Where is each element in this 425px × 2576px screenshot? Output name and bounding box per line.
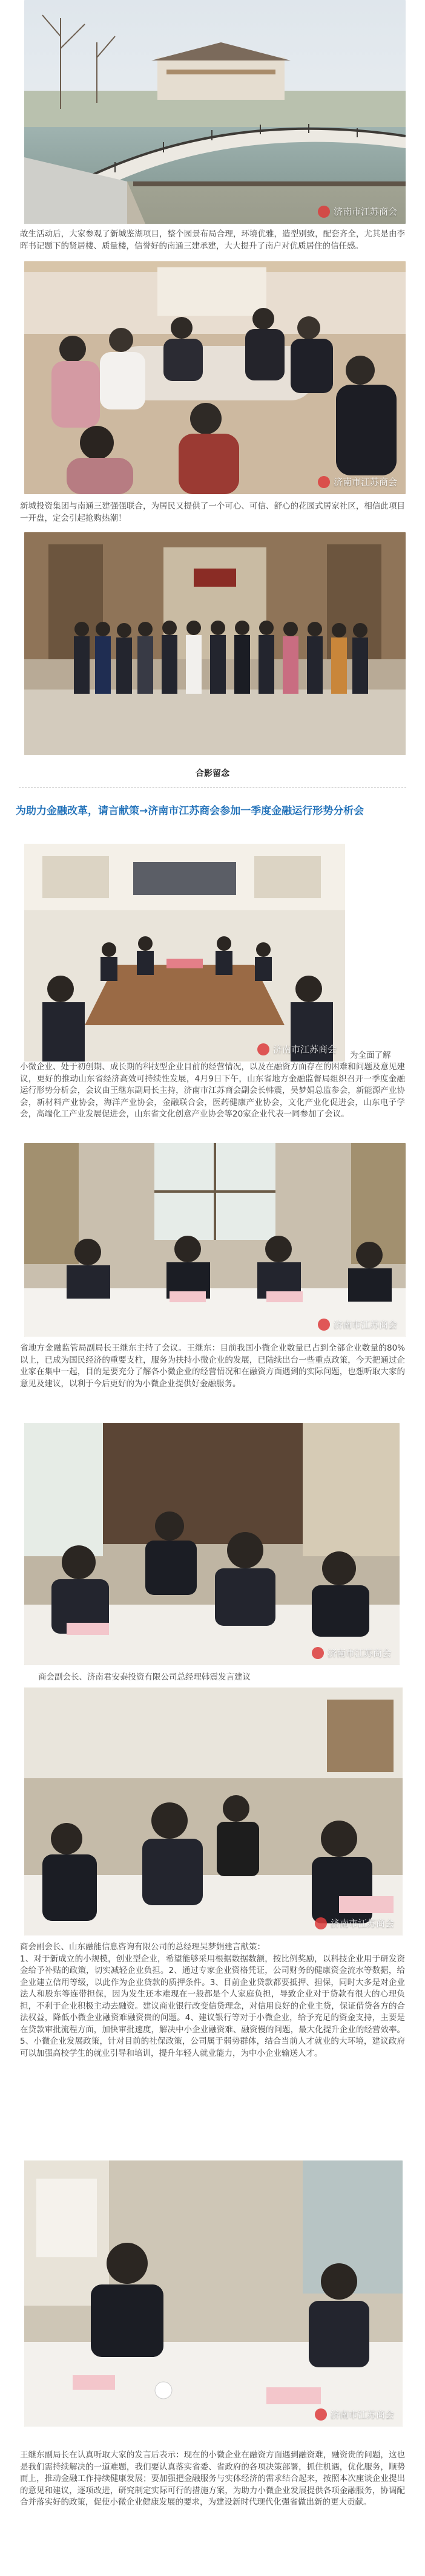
watermark <box>257 1043 337 1055</box>
conference-room-image <box>24 844 345 1061</box>
watermark <box>315 2408 394 2421</box>
paragraph-visit: 故生活动后，大家参观了新城鉴湖项目，整个园景布局合理，环境优雅，造型别致，配套齐全，尤其是由李晖书记题下的贤居楼、质量楼，信誉好的南通三建承建，大大提升了南户对优质居住的信任感。 <box>20 229 405 251</box>
watermark <box>318 475 397 488</box>
garden-bridge-photo <box>24 0 406 224</box>
section-title: 为助力金融改革，请言献策→济南市江苏商会参加一季度金融运行形势分析会 <box>16 805 364 817</box>
paragraph-project: 新城投资集团与南通三建强强联合，为居民又提供了一个可心、可信、舒心的花园式居家社区，相信此项目一开盘，定会引起抢购热潮！ <box>20 501 405 523</box>
watermark-text: 济南市江苏商会 <box>333 206 397 217</box>
lounge-meeting-photo <box>24 261 406 494</box>
watermark-text: 济南市江苏商会 <box>330 2409 394 2420</box>
watermark-text: 济南市江苏商会 <box>330 1918 394 1929</box>
conference-room-photo <box>24 844 345 1061</box>
vice-president-caption: 商会副会长、济南君安泰投资有限公司总经理韩震发言建议 <box>38 1672 251 1682</box>
chair-speaking-photo <box>24 1143 406 1337</box>
paragraph-meeting-intro: 小微企业、处于初创期、成长期的科技型企业目前的经营情况，以及在融资方面存在的困难和问题及意见建议，更好的推动山东省经济高效可持续性发展，4月9日下午，山东省地方金融监督局组织召开一季度金融运行形势分析会，会议由王继东副局长主持，济南市江苏商会副会长韩震，吴梦娟总监参会，新能源产业协会，新材料产业协会，海洋产业协会，金融联合会，医药健康产业协会，文化产业化促进会，山东电子学会，高端化工产业发展促进会，山东省文化创意产业协会等20家企业代表一同参加了会议。 <box>20 1062 405 1119</box>
wechat-logo-icon <box>315 1917 327 1929</box>
watermark-text: 济南市江苏商会 <box>272 1044 337 1055</box>
paragraph-conclusion: 王继东副局长在认真听取大家的发言后表示：现在的小微企业在融资方面遇到融资难，融资贵的问题，这也是我们需持续解决的一道难题，我们要认真落实省委、省政府的各项决策部署，抓住机遇，优化服务，顺势而上，推动金融工作持续健康发展；要加强把金融服务与实体经济的需求结合起来，按照本次座谈企业提出的意见和建议，逐项改进，研究制定实际可行的措施方案，为助力小微企业发展提供各项金融服务，协调配合并落实好的政策，促使小微企业健康发展的要求，为建设新时代现代化强省做出新的更大贡献。 <box>20 2450 405 2507</box>
closing-meeting-image <box>24 2160 403 2427</box>
speaker-image <box>24 1687 403 1935</box>
closing-meeting-photo <box>24 2160 403 2427</box>
group-photo-caption: 合影留念 <box>196 769 229 778</box>
paragraph-chair-remarks: 省地方金融监管局副局长王继东主持了会议。王继东：目前我国小微企业数量已占到全部企业数量的80%以上，已成为国民经济的重要支柱，服务为扶持小微企业的发展，已陆续出台一些重点政策，今天把通过企业家在集中一起，目的是要充分了解各小微企业的经营情况和在融资方面遇到的实际问题，也想听取大家的意见及建议，以利于今后更好的为小微企业提供好金融服务。 <box>20 1343 405 1389</box>
watermark-text: 济南市江苏商会 <box>327 1648 391 1658</box>
wechat-logo-icon <box>257 1043 269 1055</box>
watermark-text: 济南市江苏商会 <box>333 477 397 487</box>
vice-president-photo <box>24 1423 400 1665</box>
section-divider <box>19 787 406 788</box>
side-text: 为全面了解 <box>350 1051 391 1060</box>
watermark <box>318 205 397 218</box>
wechat-logo-icon <box>312 1647 324 1659</box>
wechat-logo-icon <box>315 2408 327 2421</box>
wechat-logo-icon <box>318 1319 330 1331</box>
chair-speaking-image <box>24 1143 406 1337</box>
watermark <box>312 1646 391 1659</box>
wechat-logo-icon <box>318 206 330 218</box>
watermark <box>315 1917 394 1929</box>
paragraph-suggestions: 商会副会长、山东融能信息咨询有限公司的总经理吴梦娟建言献策： 1、对于新成立的小规模，创业型企业，希望能够采用根据数据数额，按比例奖励，以科技企业用于研发资金给予补贴的政策，切实减轻企业负担。2、通过专家企业资格凭证，公司财务的健康资金流水等数据，给企业建立信用等级，以此作为企业贷款的质押条件。3、目前企业贷款都要抵押、担保，同时大多是对企业法人和股东等连带担保，因为发生还本难现在一般都是个人家庭负担，导致企业对于贷款有很大的心理负担，不利于企业积极主动去融资。建议商业银行改变信贷理念，对信用良好的企业主贷，保证借贷各方的合法权益，降低小微企业融资难融资贵的问题。4、建议银行等对于小微企业，给予充足的资金支持，主要是在贷款审批流程方面，加快审批速度，解决中小企业融资难、融资慢的问题，最大化提升企业的经营效率。5、小微企业发展政策，针对目前的社保政策，公司属于弱势群体，结合当前人才就业的大环境，建议政府可以加强高校学生的就业引导和培训，提升年轻人就业能力，为中小企业输送人才。 <box>20 1942 405 2058</box>
group-photo <box>24 532 406 755</box>
group-photo-image <box>24 532 406 755</box>
speaker-photo <box>24 1687 403 1935</box>
watermark <box>318 1318 397 1331</box>
lounge-meeting-image <box>24 261 406 494</box>
watermark-text: 济南市江苏商会 <box>333 1319 397 1330</box>
garden-bridge-image <box>24 0 406 224</box>
wechat-logo-icon <box>318 476 330 488</box>
vice-president-image <box>24 1423 400 1665</box>
